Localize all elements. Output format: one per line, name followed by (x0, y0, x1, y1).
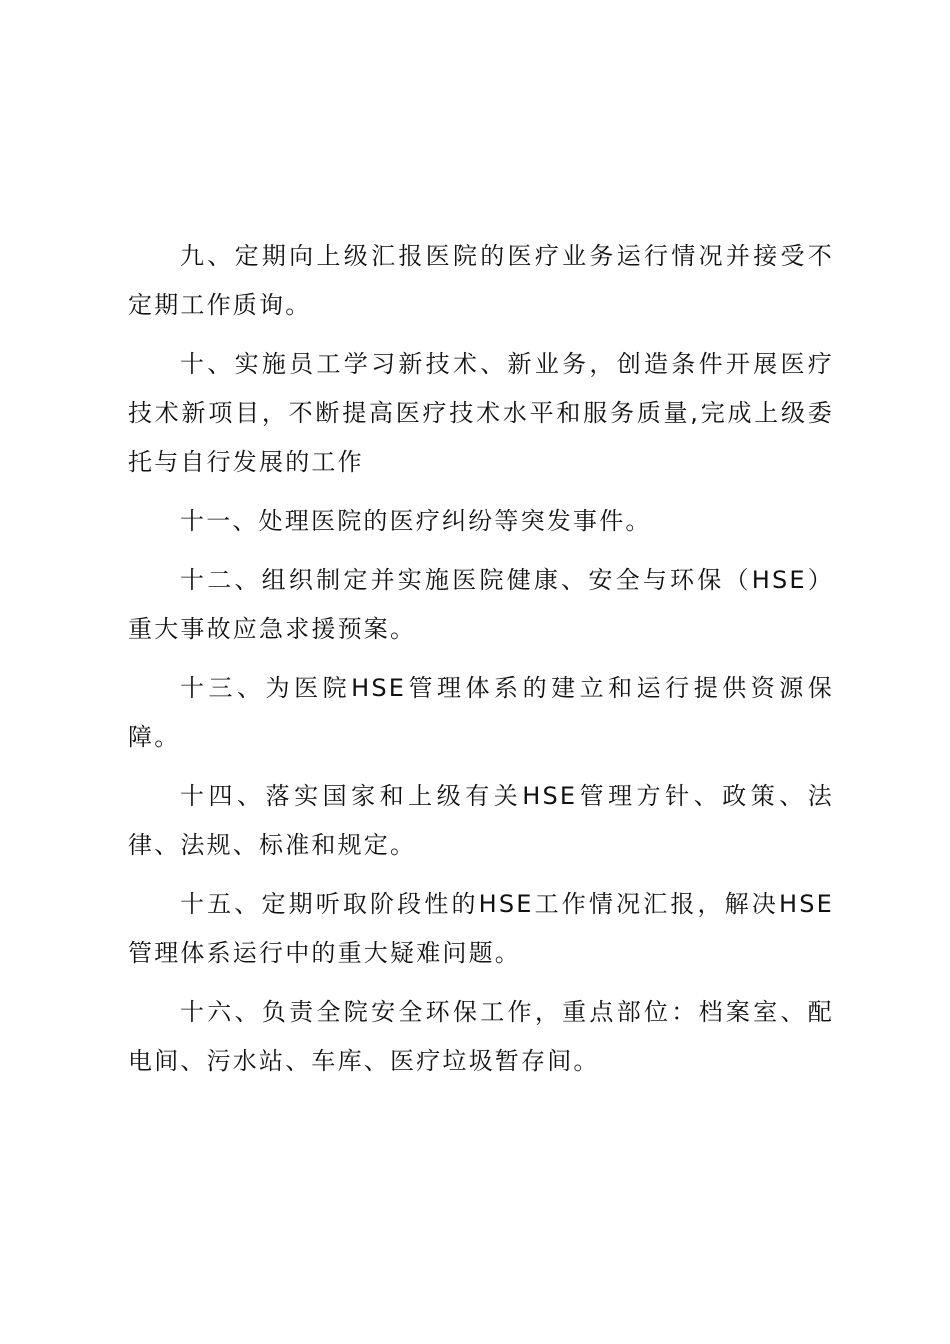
paragraph-15: 十五、定期听取阶段性的HSE工作情况汇报，解决HSE管理体系运行中的重大疑难问题。 (128, 890, 834, 967)
paragraph-13: 十三、为医院HSE管理体系的建立和运行提供资源保障。 (128, 674, 834, 751)
paragraph-14: 十四、落实国家和上级有关HSE管理方针、政策、法律、法规、标准和规定。 (128, 782, 834, 859)
paragraph-11: 十一、处理医院的医疗纠纷等突发事件。 (180, 507, 652, 535)
paragraph-9: 九、定期向上级汇报医院的医疗业务运行情况并接受不定期工作质询。 (128, 242, 834, 319)
document-body (128, 232, 834, 1096)
paragraph-16: 十六、负责全院安全环保工作，重点部位：档案室、配电间、污水站、车库、医疗垃圾暂存间。 (128, 998, 834, 1075)
paragraph-12: 十二、组织制定并实施医院健康、安全与环保（HSE）重大事故应急求援预案。 (128, 566, 834, 643)
paragraph-10: 十、实施员工学习新技术、新业务，创造条件开展医疗技术新项目，不断提高医疗技术水平和服务质量,完成上级委托与自行发展的工作 (128, 350, 834, 476)
